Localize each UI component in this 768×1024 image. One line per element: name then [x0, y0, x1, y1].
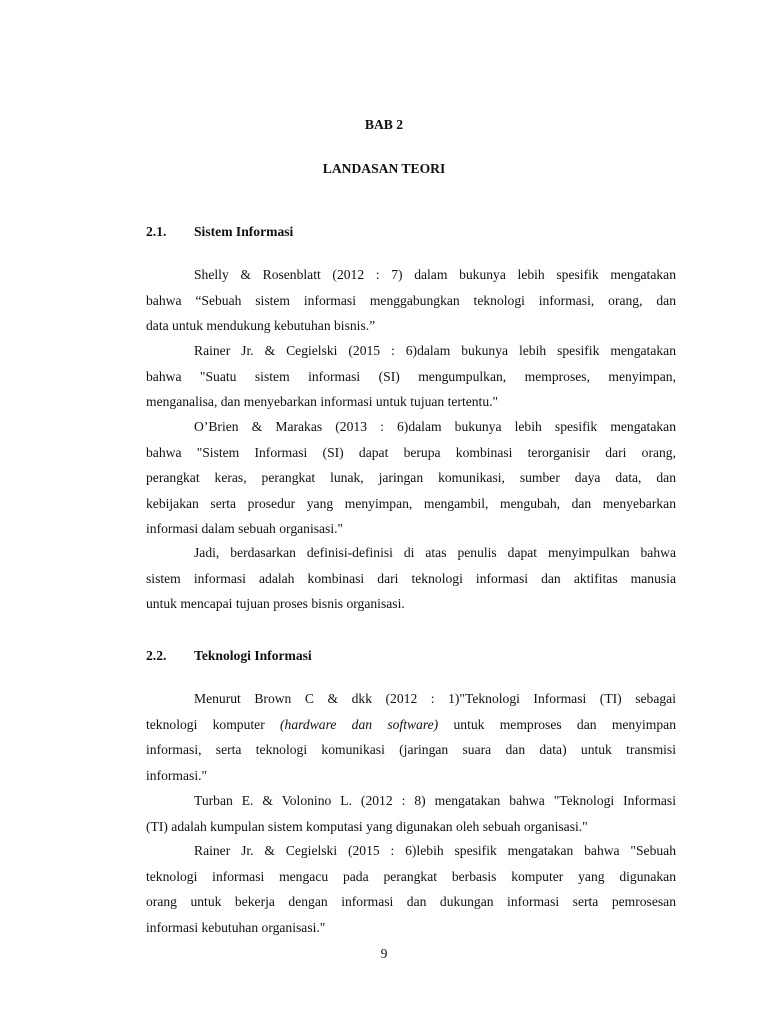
text-run: teknologi komputer — [146, 716, 281, 732]
section-number: 2.2. — [146, 648, 167, 663]
text-line: untuk mencapai tujuan proses bisnis organisasi. — [146, 596, 405, 611]
paragraph-rainer — [146, 338, 676, 415]
text-line: informasi." — [146, 767, 208, 783]
text-line: Jadi, berdasarkan definisi-definisi di atas penulis dapat menyimpulkan bahwa — [194, 545, 676, 560]
text-line: data untuk mendukung kebutuhan bisnis.” — [146, 318, 376, 333]
chapter-label: BAB 2 — [364, 117, 404, 132]
text-line: bahwa "Suatu sistem informasi (SI) mengumpulkan, memproses, menyimpan, — [146, 368, 676, 384]
paragraph-brown — [146, 686, 676, 788]
page-number: 9 — [380, 946, 388, 961]
text-line: kebijakan serta prosedur yang menyimpan, mengambil, mengubah, dan menyebarkan — [146, 495, 676, 511]
section-title: Sistem Informasi — [194, 224, 294, 239]
paragraph-obrien — [146, 414, 676, 542]
text-line: Rainer Jr. & Cegielski (2015 : 6)dalam bukunya lebih spesifik mengatakan — [194, 343, 676, 358]
text-line: orang untuk bekerja dengan informasi dan dukungan informasi serta pemrosesan — [146, 894, 676, 909]
paragraph-turban — [146, 788, 676, 839]
section-number: 2.1. — [146, 224, 167, 239]
text-line: teknologi informasi mengacu pada perangkat berbasis komputer yang digunakan — [146, 868, 676, 884]
text-line: Rainer Jr. & Cegielski (2015 : 6)lebih spesifik mengatakan bahwa "Sebuah — [194, 843, 676, 858]
paragraph-rainer-2 — [146, 838, 676, 940]
text-line: (TI) adalah kumpulan sistem komputasi yang digunakan oleh sebuah organisasi." — [146, 818, 588, 834]
paragraph-conclusion — [146, 540, 676, 617]
section-heading-2-2 — [146, 648, 312, 664]
text-line: informasi kebutuhan organisasi." — [146, 919, 326, 935]
text-line: Shelly & Rosenblatt (2012 : 7) dalam bukunya lebih spesifik mengatakan — [194, 267, 676, 282]
section-heading-2-1 — [146, 224, 293, 240]
text-run: untuk memproses dan menyimpan — [438, 716, 676, 732]
text-line: bahwa “Sebuah sistem informasi menggabungkan teknologi informasi, orang, dan — [146, 292, 676, 308]
text-line: Menurut Brown C & dkk (2012 : 1)"Teknologi Informasi (TI) sebagai — [194, 691, 676, 706]
text-line: informasi, serta teknologi komunikasi (jaringan suara dan data) untuk transmisi — [146, 742, 676, 757]
section-title: Teknologi Informasi — [194, 648, 312, 663]
text-line: informasi dalam sebuah organisasi." — [146, 521, 344, 536]
italic-term: (hardware dan software) — [280, 716, 439, 732]
chapter-title: LANDASAN TEORI — [322, 161, 446, 176]
text-line: perangkat keras, perangkat lunak, jaringan komunikasi, sumber daya data, dan — [146, 470, 676, 485]
text-line: bahwa "Sistem Informasi (SI) dapat berupa kombinasi terorganisir dari orang, — [146, 444, 676, 460]
text-line: menganalisa, dan menyebarkan informasi untuk tujuan tertentu." — [146, 394, 499, 409]
text-line — [146, 712, 676, 738]
text-line: O’Brien & Marakas (2013 : 6)dalam bukunya lebih spesifik mengatakan — [194, 419, 676, 434]
paragraph-shelly — [146, 262, 676, 339]
text-line: sistem informasi adalah kombinasi dari teknologi informasi dan aktifitas manusia — [146, 570, 676, 586]
text-line: Turban E. & Volonino L. (2012 : 8) mengatakan bahwa "Teknologi Informasi — [194, 793, 676, 808]
